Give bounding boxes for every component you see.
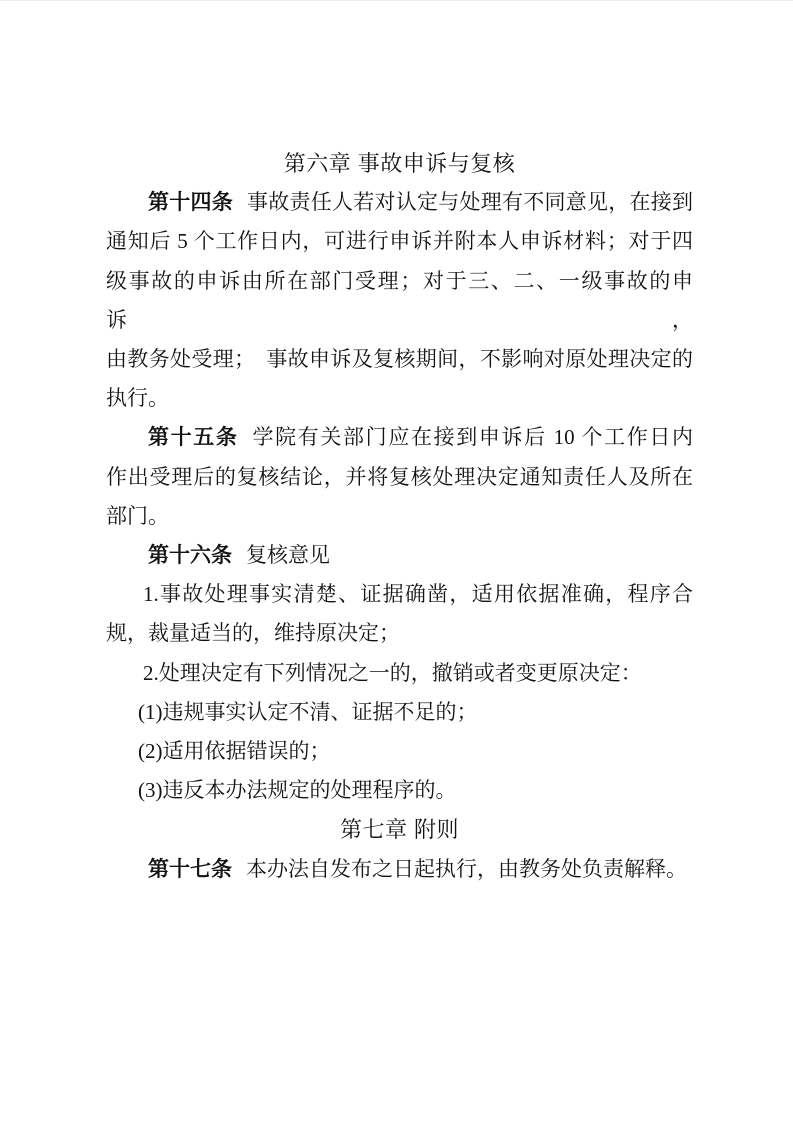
paragraph-line bbox=[106, 497, 693, 536]
paragraph-line bbox=[106, 732, 693, 771]
text-segment: 事故责任人若对认定与处理有不同意见，在接到 bbox=[247, 190, 693, 215]
paragraph-line bbox=[106, 262, 693, 340]
paragraph-line bbox=[106, 418, 693, 457]
chapter-heading bbox=[106, 144, 693, 183]
paragraph-line bbox=[106, 693, 693, 732]
paragraph-line bbox=[106, 458, 693, 497]
paragraph-line bbox=[106, 850, 693, 889]
paragraph-line bbox=[106, 614, 693, 653]
text-segment: 执行。 bbox=[106, 386, 169, 411]
chapter-heading bbox=[106, 810, 693, 849]
paragraph-line bbox=[106, 379, 693, 418]
article-number-label: 第十七条 bbox=[148, 856, 232, 881]
text-segment: 级事故的申诉由所在部门受理；对于三、二、一级事故的申诉， bbox=[106, 268, 693, 332]
document-body bbox=[106, 144, 693, 889]
chapter-heading-text: 第七章 附则 bbox=[339, 817, 460, 843]
chapter-heading-text: 第六章 事故申诉与复核 bbox=[283, 151, 516, 176]
paragraph-line bbox=[106, 536, 693, 575]
text-segment: 作出受理后的复核结论，并将复核处理决定通知责任人及所在 bbox=[106, 464, 693, 489]
text-segment: 学院有关部门应在接到申诉后 10 个工作日内 bbox=[252, 425, 694, 450]
text-segment: (2)适用依据错误的； bbox=[138, 739, 331, 764]
paragraph-line bbox=[106, 771, 693, 810]
text-segment: 部门。 bbox=[106, 503, 169, 528]
article-number-label: 第十五条 bbox=[148, 425, 239, 450]
text-segment: 由教务处受理； 事故申诉及复核期间，不影响对原处理决定的 bbox=[106, 347, 693, 372]
article-number-label: 第十六条 bbox=[148, 543, 232, 568]
text-segment: 通知后 5 个工作日内，可进行申诉并附本人申诉材料；对于四 bbox=[106, 229, 693, 254]
text-segment: 本办法自发布之日起执行，由教务处负责解释。 bbox=[246, 856, 687, 881]
paragraph-line bbox=[106, 183, 693, 222]
text-segment: 复核意见 bbox=[246, 543, 330, 568]
paragraph-line bbox=[106, 222, 693, 261]
text-segment: 规，裁量适当的，维持原决定； bbox=[106, 621, 400, 646]
text-segment: 1.事故处理事实清楚、证据确凿，适用依据准确，程序合 bbox=[143, 582, 693, 607]
text-segment: (1)违规事实认定不清、证据不足的； bbox=[138, 699, 478, 724]
paragraph-line bbox=[106, 654, 693, 693]
text-segment: 2.处理决定有下列情况之一的，撤销或者变更原决定： bbox=[143, 660, 642, 685]
paragraph-line bbox=[106, 340, 693, 379]
paragraph-line bbox=[106, 575, 693, 614]
text-segment: (3)违反本办法规定的处理程序的。 bbox=[138, 778, 457, 803]
article-number-label: 第十四条 bbox=[148, 190, 233, 215]
